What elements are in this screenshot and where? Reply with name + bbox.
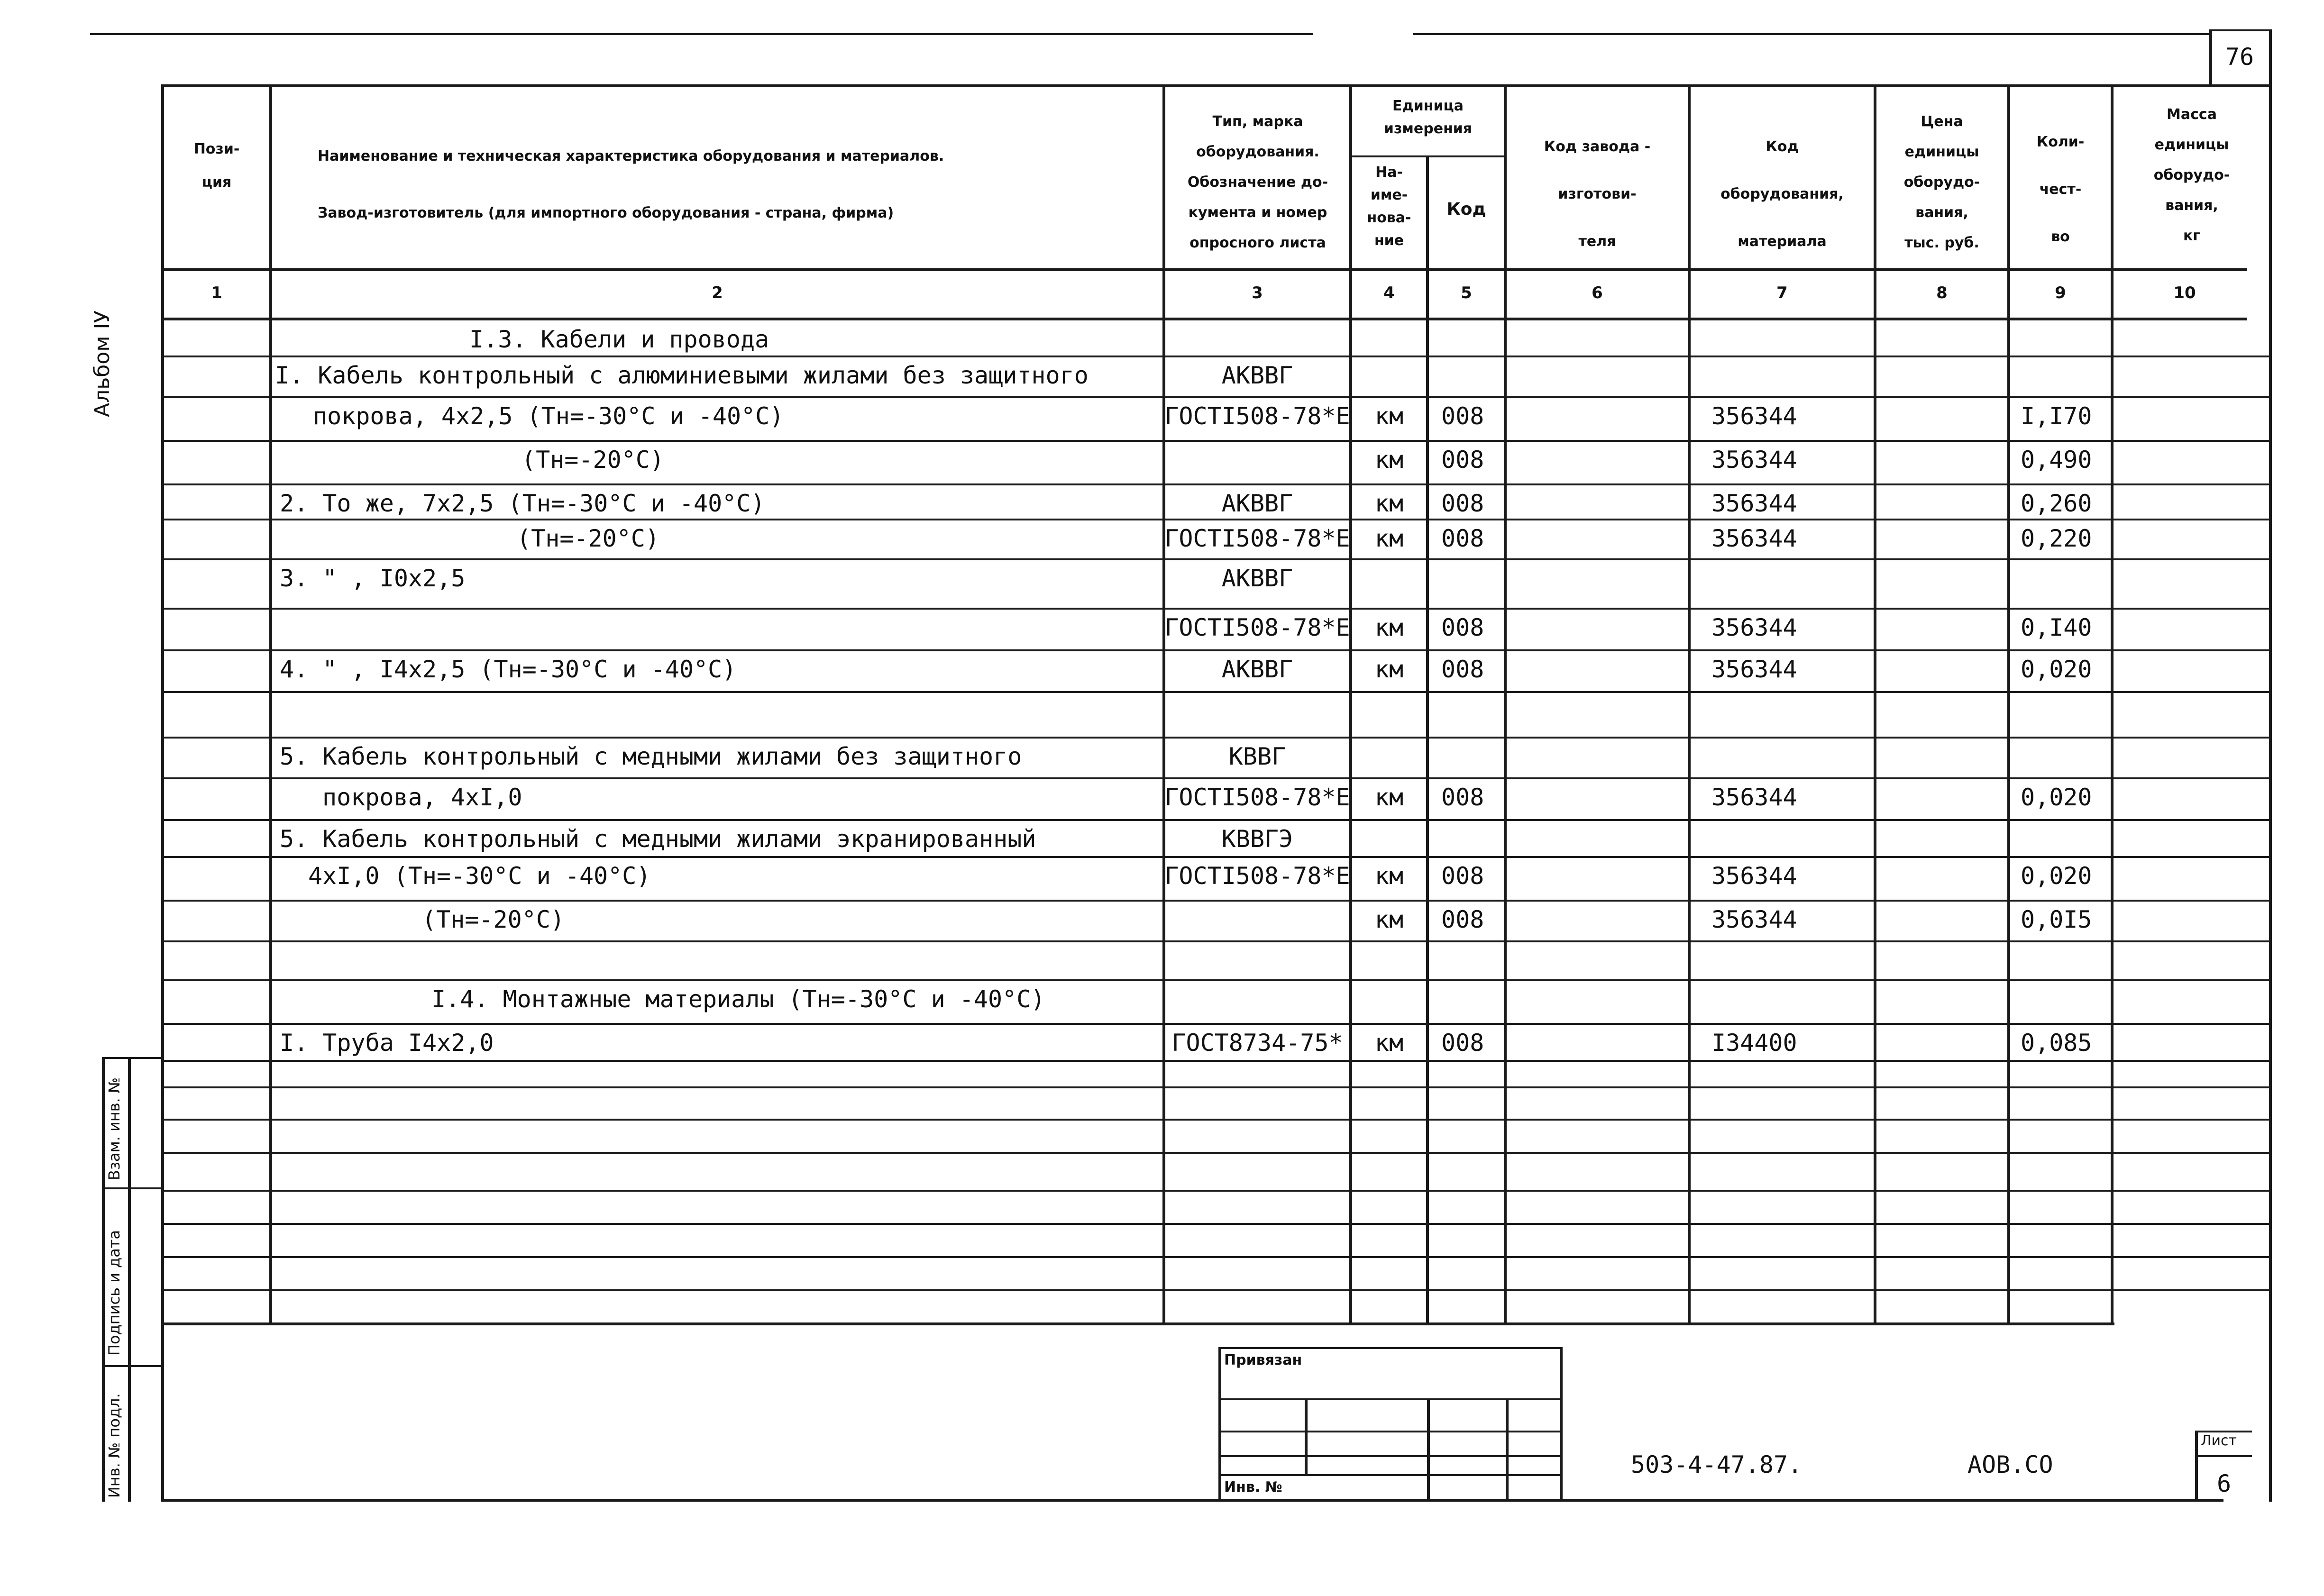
row-unit: км xyxy=(1374,446,1404,474)
doc-code: 503-4-47.87. xyxy=(1631,1451,1802,1478)
row-unit: км xyxy=(1374,862,1404,890)
colnum-7: 7 xyxy=(1776,283,1788,302)
row-name: 4хI,0 (Тн=-30°С и -40°С) xyxy=(308,862,651,890)
row-unit: км xyxy=(1374,525,1404,552)
stamp-row2 xyxy=(1218,1431,1562,1432)
row-unit: км xyxy=(1374,656,1404,683)
colnum-bottom-line xyxy=(161,318,2247,320)
row-unit: км xyxy=(1374,490,1404,517)
colnum-9: 9 xyxy=(2055,283,2066,302)
hdr-unit: Единица измерения xyxy=(1383,98,1473,137)
row-divider xyxy=(164,356,2269,357)
hdr-c2: Наименование и техническая характеристика оборудования и материалов. Завод-изготовитель (для импортного оборудования - страна, фирма) xyxy=(318,148,944,221)
colnum-10: 10 xyxy=(2173,283,2196,302)
row-code: 008 xyxy=(1441,656,1484,683)
row-material-code: 356344 xyxy=(1711,784,1797,811)
row-type: КВВГ xyxy=(1228,743,1286,770)
stamp-row4 xyxy=(1218,1474,1562,1476)
colnum-1: 1 xyxy=(211,283,222,302)
row-quantity: 0,490 xyxy=(2021,446,2092,474)
colnum-3: 3 xyxy=(1252,283,1263,302)
row-material-code: 356344 xyxy=(1711,656,1797,683)
stamp-row1 xyxy=(1218,1398,1562,1400)
frame-bottom xyxy=(161,1499,2223,1502)
colnum-2: 2 xyxy=(712,283,723,302)
row-type: АКВВГ xyxy=(1221,362,1293,389)
row-code: 008 xyxy=(1441,490,1484,517)
row-quantity: 0,260 xyxy=(2021,490,2092,517)
stamp-inv: Инв. № xyxy=(1224,1479,1282,1496)
row-type: КВВГЭ xyxy=(1221,825,1293,853)
row-material-code: 356344 xyxy=(1711,490,1797,517)
row-name: I.4. Монтажные материалы (Тн=-30°С и -40°С) xyxy=(431,985,1045,1013)
row-divider xyxy=(164,483,2269,485)
row-divider xyxy=(164,940,2269,942)
row-type: АКВВГ xyxy=(1221,490,1293,517)
row-name: 4. " , I4х2,5 (Тн=-30°С и -40°С) xyxy=(280,656,737,683)
row-material-code: 356344 xyxy=(1711,525,1797,552)
row-divider xyxy=(164,856,2269,858)
row-divider xyxy=(164,1152,2269,1154)
row-type: ГОСТI508-78*Е xyxy=(1164,614,1350,641)
table-bottom-line xyxy=(161,1322,2114,1325)
side-stamp-mid xyxy=(128,1057,131,1502)
row-divider xyxy=(164,900,2269,902)
row-code: 008 xyxy=(1441,446,1484,474)
row-code: 008 xyxy=(1441,614,1484,641)
row-name: покрова, 4хI,0 xyxy=(322,784,522,811)
hdr-c5: Код xyxy=(1446,200,1486,219)
sheet-number: 76 xyxy=(2225,43,2254,71)
row-name: 5. Кабель контрольный с медными жилами без защитного xyxy=(280,743,1022,770)
hdr-c9: Коли- чест- во xyxy=(2036,134,2085,245)
row-unit: км xyxy=(1374,784,1404,811)
side-stamp-vzam: Взам. инв. № xyxy=(105,1077,123,1180)
row-divider xyxy=(164,649,2269,651)
row-divider xyxy=(164,1256,2269,1258)
row-quantity: 0,220 xyxy=(2021,525,2092,552)
colnum-8: 8 xyxy=(1936,283,1948,302)
row-quantity: 0,I40 xyxy=(2021,614,2092,641)
side-stamp-inv: Инв. № подл. xyxy=(105,1393,123,1498)
row-type: ГОСТI508-78*Е xyxy=(1164,402,1350,430)
row-unit: км xyxy=(1374,402,1404,430)
row-divider xyxy=(164,1223,2269,1225)
row-divider xyxy=(164,1060,2269,1062)
top-rule-right xyxy=(1413,33,2209,35)
hdr-c6: Код завода - изготови- теля xyxy=(1544,138,1651,250)
row-code: 008 xyxy=(1441,525,1484,552)
row-name: 5. Кабель контрольный с медными жилами экранированный xyxy=(280,825,1036,853)
stamp-privyazan: Привязан xyxy=(1224,1352,1302,1368)
row-unit: км xyxy=(1374,614,1404,641)
sheet-box-right-line xyxy=(2269,29,2272,86)
col-line-4 xyxy=(1426,156,1429,1325)
side-stamp-podpis: Подпись и дата xyxy=(105,1230,123,1356)
row-divider xyxy=(164,1190,2269,1192)
row-type: АКВВГ xyxy=(1221,565,1293,592)
stamp-left xyxy=(1218,1347,1221,1502)
frame-top xyxy=(161,84,2272,87)
row-material-code: 356344 xyxy=(1711,446,1797,474)
hdr-c3: Тип, марка оборудования. Обозначение до- кумента и номер опросного листа xyxy=(1187,113,1328,251)
hdr-c7: Код оборудования, материала xyxy=(1720,138,1844,250)
row-code: 008 xyxy=(1441,862,1484,890)
hdr-c1: Пози- ция xyxy=(193,141,240,191)
row-unit: км xyxy=(1374,1029,1404,1057)
row-code: 008 xyxy=(1441,906,1484,933)
row-divider xyxy=(164,737,2269,739)
stamp-col3 xyxy=(1506,1398,1509,1502)
row-quantity: 0,020 xyxy=(2021,784,2092,811)
row-divider xyxy=(164,558,2269,560)
unit-subheader-line xyxy=(1349,155,1506,157)
row-divider xyxy=(164,519,2269,520)
row-quantity: 0,085 xyxy=(2021,1029,2092,1057)
row-quantity: 0,0I5 xyxy=(2021,906,2092,933)
row-name: 3. " , I0х2,5 xyxy=(280,565,466,592)
row-type: ГОСТI508-78*Е xyxy=(1164,784,1350,811)
row-name: I.3. Кабели и провода xyxy=(469,326,769,353)
top-rule-left xyxy=(90,33,1313,35)
row-type: ГОСТI508-78*Е xyxy=(1164,862,1350,890)
row-code: 008 xyxy=(1441,1029,1484,1057)
row-quantity: 0,020 xyxy=(2021,656,2092,683)
row-name: покрова, 4х2,5 (Тн=-30°С и -40°С) xyxy=(313,402,784,430)
colnum-5: 5 xyxy=(1461,283,1472,302)
hdr-c4: На- име- нова- ние xyxy=(1367,164,1411,249)
row-name: I. Труба I4х2,0 xyxy=(280,1029,494,1057)
row-code: 008 xyxy=(1441,402,1484,430)
side-stamp-top xyxy=(102,1057,164,1059)
hdr-c10: Масса единицы оборудо- вания, кг xyxy=(2153,106,2230,244)
stamp-top xyxy=(1218,1347,1562,1349)
hdr-c8: Цена единицы оборудо- вания, тыс. руб. xyxy=(1903,113,1980,251)
row-name: I. Кабель контрольный с алюминиевыми жилами без защитного xyxy=(275,362,1089,389)
row-material-code: 356344 xyxy=(1711,862,1797,890)
row-type: ГОСТ8734-75* xyxy=(1171,1029,1343,1057)
stamp-col1 xyxy=(1305,1398,1308,1476)
row-quantity: 0,020 xyxy=(2021,862,2092,890)
row-divider xyxy=(164,1086,2269,1088)
row-divider xyxy=(164,777,2269,779)
row-divider xyxy=(164,608,2269,610)
header-bottom-line xyxy=(161,268,2247,271)
list-number: 6 xyxy=(2216,1470,2232,1497)
row-material-code: 356344 xyxy=(1711,906,1797,933)
stamp-right xyxy=(1560,1347,1563,1502)
album-label: Альбом IУ xyxy=(90,310,114,417)
row-type: ГОСТI508-78*Е xyxy=(1164,525,1350,552)
list-label: Лист xyxy=(2201,1432,2237,1449)
row-divider xyxy=(164,1023,2269,1025)
sheet-box-top-line xyxy=(2209,29,2272,31)
side-stamp-left xyxy=(102,1057,105,1502)
list-box-mid xyxy=(2195,1455,2252,1457)
row-divider xyxy=(164,1119,2269,1121)
row-unit: км xyxy=(1374,906,1404,933)
row-quantity: I,I70 xyxy=(2021,402,2092,430)
row-divider xyxy=(164,1289,2269,1291)
doc-mark: АОВ.СО xyxy=(1967,1451,2053,1478)
row-type: АКВВГ xyxy=(1221,656,1293,683)
side-stamp-div1 xyxy=(102,1187,164,1189)
row-material-code: I34400 xyxy=(1711,1029,1797,1057)
stamp-col2 xyxy=(1427,1398,1430,1502)
row-divider xyxy=(164,979,2269,981)
row-name: (Тн=-20°С) xyxy=(517,525,660,552)
row-name: (Тн=-20°С) xyxy=(422,906,565,933)
row-divider xyxy=(164,440,2269,442)
row-divider xyxy=(164,819,2269,821)
side-stamp-div2 xyxy=(102,1365,164,1367)
row-material-code: 356344 xyxy=(1711,402,1797,430)
row-divider xyxy=(164,691,2269,693)
row-code: 008 xyxy=(1441,784,1484,811)
row-name: 2. То же, 7х2,5 (Тн=-30°С и -40°С) xyxy=(280,490,765,517)
row-name: (Тн=-20°С) xyxy=(522,446,665,474)
row-divider xyxy=(164,396,2269,398)
frame-right xyxy=(2269,84,2272,1502)
colnum-6: 6 xyxy=(1592,283,1603,302)
stamp-row3 xyxy=(1218,1455,1562,1457)
colnum-4: 4 xyxy=(1383,283,1395,302)
row-material-code: 356344 xyxy=(1711,614,1797,641)
